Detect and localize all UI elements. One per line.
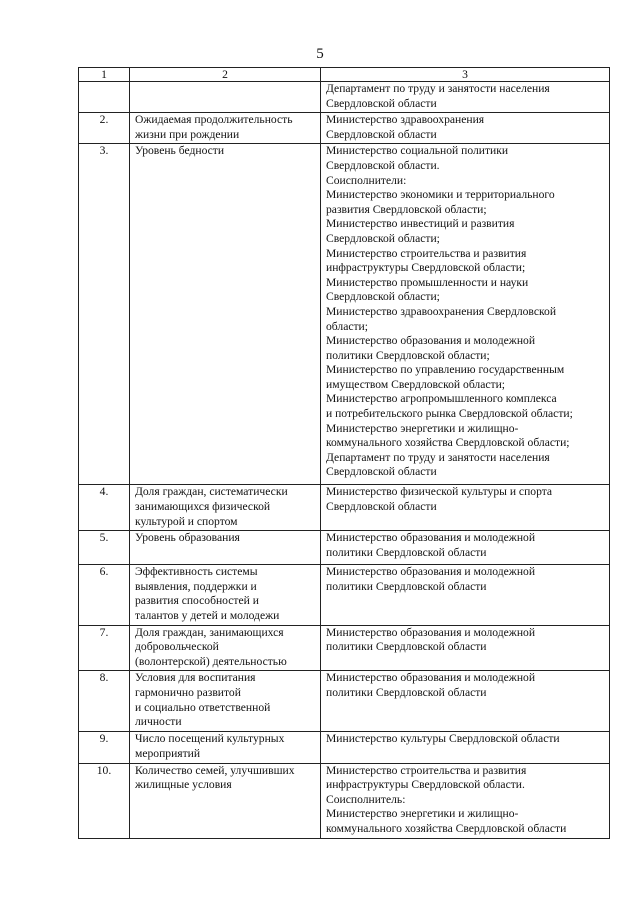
indicator-name-cell: [130, 113, 321, 144]
responsible-body-line: инфраструктуры Свердловской области;: [326, 261, 526, 275]
responsible-body-cell: [321, 565, 610, 625]
indicator-name-cell: [130, 144, 321, 485]
responsibility-table: [78, 67, 610, 839]
responsible-body-line: Министерство здравоохранения: [326, 113, 485, 127]
responsible-body-cell: [321, 625, 610, 671]
responsible-body-line: Министерство образования и молодежной: [326, 625, 536, 639]
responsible-body-line: Министерство образования и молодежной: [326, 334, 536, 348]
responsible-body-line: Министерство культуры Свердловской области: [326, 732, 560, 746]
indicator-name-cell: [130, 485, 321, 531]
indicator-name-line: Число посещений культурных: [135, 732, 285, 746]
indicator-name-line: культурой и спортом: [135, 514, 238, 528]
responsible-body-line: Свердловской области: [326, 465, 437, 479]
table-row: [79, 82, 610, 113]
indicator-name-line: жизни при рождении: [135, 127, 240, 141]
responsible-body-line: Свердловской области: [326, 96, 437, 110]
responsible-body-cell: [321, 763, 610, 838]
responsible-body-line: Свердловской области;: [326, 290, 440, 304]
responsible-body-cell: [321, 671, 610, 732]
responsible-body-cell: [321, 113, 610, 144]
row-number: 2.: [79, 113, 130, 144]
responsible-body-line: Соисполнитель:: [326, 792, 406, 806]
responsible-body-line: Министерство образования и молодежной: [326, 531, 536, 545]
responsible-body-line: Свердловской области;: [326, 231, 440, 245]
responsible-body-line: Министерство образования и молодежной: [326, 565, 536, 579]
indicator-name-line: выявления, поддержки и: [135, 579, 257, 593]
indicator-name-line: Уровень бедности: [135, 144, 225, 158]
indicator-name-line: жилищные условия: [135, 778, 232, 792]
table-row: [79, 144, 610, 485]
responsible-body-cell: [321, 144, 610, 485]
responsible-body-line: и потребительского рынка Свердловской области;: [326, 407, 573, 421]
table-row: [79, 732, 610, 763]
responsible-body-cell: [321, 82, 610, 113]
indicator-name-line: талантов у детей и молодежи: [135, 608, 280, 622]
indicator-name-line: Условия для воспитания: [135, 671, 256, 685]
indicator-name-line: и социально ответственной: [135, 700, 271, 714]
responsible-body-line: Департамент по труду и занятости населения: [326, 450, 550, 464]
indicator-name-line: Уровень образования: [135, 531, 240, 545]
responsible-body-line: развития Свердловской области;: [326, 202, 487, 216]
responsible-body-line: Министерство промышленности и науки: [326, 275, 529, 289]
table-row: [79, 763, 610, 838]
table-row: [79, 671, 610, 732]
responsible-body-line: коммунального хозяйства Свердловской области: [326, 821, 567, 835]
row-number: 3.: [79, 144, 130, 485]
indicator-name-line: занимающихся физической: [135, 499, 271, 513]
responsible-body-line: Министерство образования и молодежной: [326, 671, 536, 685]
header-col-1: 1: [79, 68, 130, 82]
table-row: [79, 113, 610, 144]
responsible-body-line: Министерство строительства и развития: [326, 763, 527, 777]
responsible-body-line: имуществом Свердловской области;: [326, 377, 506, 391]
responsible-body-line: области;: [326, 319, 368, 333]
indicator-name-line: Доля граждан, занимающихся: [135, 625, 284, 639]
responsible-body-line: Министерство социальной политики: [326, 144, 509, 158]
responsible-body-line: Свердловской области.: [326, 158, 440, 172]
table-row: [79, 625, 610, 671]
row-number: 5.: [79, 531, 130, 565]
responsible-body-line: Соисполнители:: [326, 173, 407, 187]
row-number: 7.: [79, 625, 130, 671]
responsible-body-line: Министерство здравоохранения Свердловской: [326, 304, 557, 318]
indicator-name-line: Эффективность системы: [135, 565, 258, 579]
row-number: 4.: [79, 485, 130, 531]
responsible-body-line: Министерство экономики и территориального: [326, 188, 555, 202]
indicator-name-line: Ожидаемая продолжительность: [135, 113, 293, 127]
table-row: [79, 565, 610, 625]
responsible-body-line: политики Свердловской области;: [326, 348, 490, 362]
responsible-body-line: политики Свердловской области: [326, 640, 487, 654]
indicator-name-line: Доля граждан, систематически: [135, 485, 288, 499]
indicator-name-line: развития способностей и: [135, 594, 259, 608]
row-number: 10.: [79, 763, 130, 838]
header-col-2: 2: [130, 68, 321, 82]
indicator-name-cell: [130, 565, 321, 625]
indicator-name-line: (волонтерской) деятельностью: [135, 654, 287, 668]
responsible-body-line: Свердловской области: [326, 499, 437, 513]
responsible-body-line: политики Свердловской области: [326, 685, 487, 699]
responsible-body-line: Министерство по управлению государственным: [326, 363, 565, 377]
row-number: [79, 82, 130, 113]
responsible-body-line: Министерство агропромышленного комплекса: [326, 392, 557, 406]
row-number: 9.: [79, 732, 130, 763]
indicator-name-cell: [130, 763, 321, 838]
responsible-body-line: политики Свердловской области: [326, 545, 487, 559]
responsible-body-line: Свердловской области: [326, 127, 437, 141]
indicator-name-line: добровольческой: [135, 640, 219, 654]
page-number: 5: [316, 46, 324, 62]
header-row: [79, 68, 610, 82]
indicator-name-cell: [130, 82, 321, 113]
indicator-name-cell: [130, 671, 321, 732]
responsible-body-cell: [321, 732, 610, 763]
indicator-name-line: гармонично развитой: [135, 685, 241, 699]
responsible-body-line: Министерство энергетики и жилищно-: [326, 807, 519, 821]
responsible-body-line: политики Свердловской области: [326, 579, 487, 593]
indicator-name-line: мероприятий: [135, 746, 201, 760]
responsible-body-line: Министерство энергетики и жилищно-: [326, 421, 519, 435]
header-col-3: 3: [321, 68, 610, 82]
indicator-name-cell: [130, 732, 321, 763]
responsible-body-line: инфраструктуры Свердловской области.: [326, 778, 525, 792]
responsible-body-line: Департамент по труду и занятости населения: [326, 82, 550, 95]
indicator-name-cell: [130, 531, 321, 565]
indicator-name-line: Количество семей, улучшивших: [135, 763, 295, 777]
table-row: [79, 485, 610, 531]
row-number: 6.: [79, 565, 130, 625]
responsible-body-line: коммунального хозяйства Свердловской области;: [326, 436, 570, 450]
table-row: [79, 531, 610, 565]
row-number: 8.: [79, 671, 130, 732]
indicator-name-line: личности: [135, 715, 182, 729]
responsible-body-line: Министерство физической культуры и спорта: [326, 485, 553, 499]
responsible-body-cell: [321, 485, 610, 531]
indicator-name-cell: [130, 625, 321, 671]
responsible-body-line: Министерство строительства и развития: [326, 246, 527, 260]
responsible-body-cell: [321, 531, 610, 565]
responsible-body-line: Министерство инвестиций и развития: [326, 217, 515, 231]
